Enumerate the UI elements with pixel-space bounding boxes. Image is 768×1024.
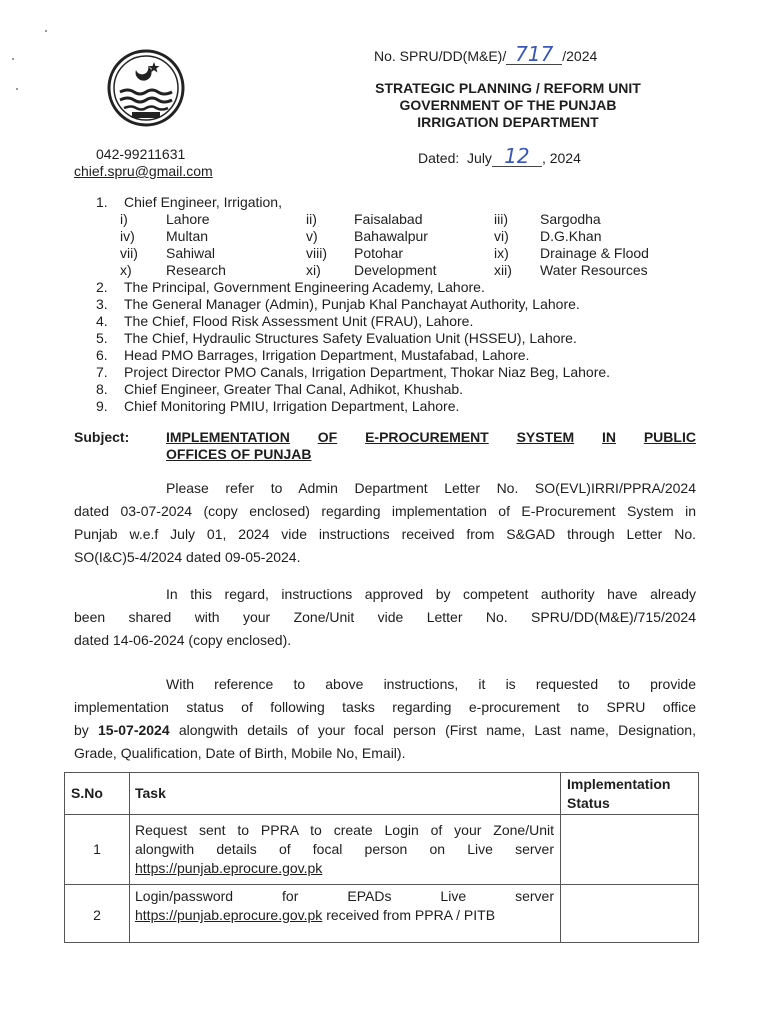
deadline-date: 15-07-2024	[98, 722, 170, 738]
scan-speck	[12, 58, 14, 60]
zone-row	[96, 245, 716, 262]
letter-number-year: /2024	[562, 48, 598, 64]
zone-numeral: xii)	[494, 262, 512, 278]
subject-label: Subject:	[74, 429, 130, 445]
scan-speck	[45, 30, 47, 32]
list-item: 1. Chief Engineer, Irrigation,	[96, 194, 282, 210]
org-line-government: GOVERNMENT OF THE PUNJAB	[399, 97, 617, 113]
zone-numeral: xi)	[306, 262, 321, 278]
row-task: Login/password for EPADs Live server https://punjab.eprocure.gov.pk received from PPRA / PITB	[130, 885, 561, 943]
subject-word: E-PROCUREMENT	[365, 429, 489, 445]
recipients-list	[96, 194, 716, 415]
zone-numeral: iii)	[494, 211, 508, 227]
subject-word: PUBLIC	[643, 429, 696, 445]
org-header	[356, 80, 660, 131]
zone-numeral: iv)	[120, 228, 135, 244]
paragraph-2: In this regard, instructions approved by competent authority have already been shared with your Zone/Unit vide Letter No. SPRU/DD(M&E)/715/2024 dated 14-06-2024 (copy enclosed).	[74, 586, 696, 648]
eprocure-link[interactable]: https://punjab.eprocure.gov.pk	[135, 907, 323, 923]
date-line	[418, 144, 581, 168]
email-address[interactable]: chief.spru@gmail.com	[74, 163, 213, 179]
header-status: Implementation Status	[561, 773, 699, 815]
list-item: 4. The Chief, Flood Risk Assessment Unit (FRAU), Lahore.	[96, 313, 474, 329]
zones-grid	[96, 211, 716, 279]
letter-number	[374, 42, 598, 66]
zone-name: Sargodha	[540, 211, 601, 227]
header-task: Task	[130, 773, 561, 815]
subject-line-1	[166, 429, 696, 446]
row-sno: 1	[65, 815, 130, 885]
header-sno: S.No	[65, 773, 130, 815]
table-row	[65, 885, 699, 943]
list-item: 5. The Chief, Hydraulic Structures Safety Evaluation Unit (HSSEU), Lahore.	[96, 330, 577, 346]
zone-numeral: ii)	[306, 211, 317, 227]
zone-name: Lahore	[166, 211, 210, 227]
list-item: 8. Chief Engineer, Greater Thal Canal, Adhikot, Khushab.	[96, 381, 464, 397]
zone-numeral: vi)	[494, 228, 509, 244]
org-line-department: IRRIGATION DEPARTMENT	[417, 114, 599, 130]
letter-number-prefix: No. SPRU/DD(M&E)/	[374, 48, 507, 64]
row-status[interactable]	[561, 815, 699, 885]
zone-name: D.G.Khan	[540, 228, 602, 244]
subject-word: IMPLEMENTATION	[166, 429, 290, 445]
zone-name: Drainage & Flood	[540, 245, 649, 261]
zone-row	[96, 211, 716, 228]
list-item: 2. The Principal, Government Engineering Academy, Lahore.	[96, 279, 485, 295]
list-item: 9. Chief Monitoring PMIU, Irrigation Department, Lahore.	[96, 398, 460, 414]
subject-word: SYSTEM	[516, 429, 575, 445]
row-task: Request sent to PPRA to create Login of your Zone/Unit alongwith details of focal person on Live server https://punjab.eprocure.gov.pk	[130, 815, 561, 885]
list-item: 7. Project Director PMO Canals, Irrigation Department, Thokar Niaz Beg, Lahore.	[96, 364, 611, 380]
tasks-table	[64, 772, 699, 943]
zone-name: Water Resources	[540, 262, 648, 278]
paragraph-3: With reference to above instructions, it is requested to provide implementation status of following tasks regarding e-procurement to SPRU office by 15-07-2024 alongwith details of your focal person (First name, Last name, Designation, Grade, Qualification, Date of Birth, Mobile No, Email).	[74, 676, 696, 761]
zone-numeral: vii)	[120, 245, 138, 261]
subject-word: IN	[602, 429, 616, 445]
list-item: 6. Head PMO Barrages, Irrigation Department, Mustafabad, Lahore.	[96, 347, 530, 363]
zone-numeral: v)	[306, 228, 318, 244]
table-row	[65, 815, 699, 885]
punjab-government-logo	[106, 48, 186, 128]
dated-label: Dated:	[418, 150, 460, 166]
org-line-unit: STRATEGIC PLANNING / REFORM UNIT	[375, 80, 641, 96]
handwritten-day: 12	[504, 144, 530, 168]
subject-line-2: OFFICES OF PUNJAB	[166, 446, 312, 462]
row-status[interactable]	[561, 885, 699, 943]
table-header-row	[65, 773, 699, 815]
eprocure-link[interactable]: https://punjab.eprocure.gov.pk	[135, 860, 323, 876]
list-item: 3. The General Manager (Admin), Punjab Khal Panchayat Authority, Lahore.	[96, 296, 580, 312]
zone-name: Faisalabad	[354, 211, 423, 227]
zone-numeral: viii)	[306, 245, 327, 261]
scan-speck	[16, 88, 18, 90]
row-sno: 2	[65, 885, 130, 943]
zone-name: Research	[166, 262, 226, 278]
zone-row	[96, 228, 716, 245]
zone-name: Multan	[166, 228, 209, 244]
phone-number: 042-99211631	[96, 146, 186, 162]
zone-row	[96, 262, 716, 279]
subject-text	[166, 429, 696, 463]
subject-word: OF	[317, 429, 338, 445]
zone-name: Potohar	[354, 245, 404, 261]
paragraph-1: Please refer to Admin Department Letter No. SO(EVL)IRRI/PPRA/2024 dated 03-07-2024 (copy enclosed) regarding implementation of E-Procurement System in Punjab w.e.f July 01, 2024 vide instructions received from S&GAD through Letter No. SO(I&C)5-4/2024 dated 09-05-2024.	[74, 480, 696, 565]
handwritten-letter-number: 717	[515, 42, 554, 66]
zone-numeral: i)	[120, 211, 128, 227]
zone-name: Bahawalpur	[354, 228, 428, 244]
dated-year: , 2024	[541, 150, 581, 166]
zone-name: Sahiwal	[166, 245, 216, 261]
dated-month: July	[467, 150, 492, 166]
zone-numeral: x)	[120, 262, 132, 278]
zone-numeral: ix)	[494, 245, 509, 261]
zone-name: Development	[354, 262, 437, 278]
recipient-items	[96, 279, 716, 415]
